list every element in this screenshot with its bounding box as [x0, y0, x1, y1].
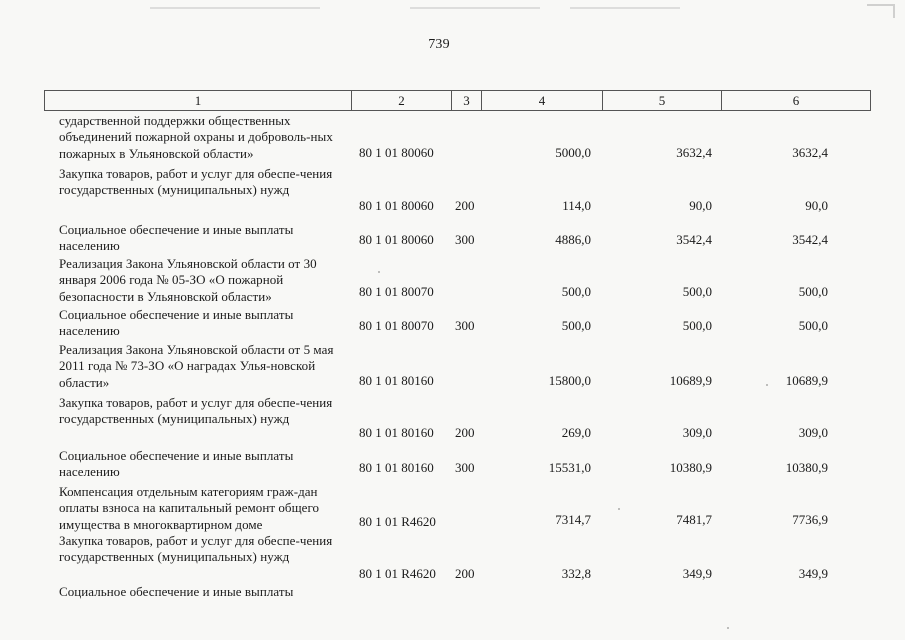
- column-header-6: 6: [722, 91, 871, 111]
- row-value-column-4: 500,0: [561, 318, 591, 333]
- row-value-column-4: 5000,0: [555, 145, 591, 160]
- row-description: Закупка товаров, работ и услуг для обеспе-чения государственных (муниципальных) нужд: [59, 395, 333, 427]
- scan-dust-mark: [618, 508, 620, 510]
- row-type: 200: [455, 425, 475, 440]
- table-header: [44, 90, 871, 111]
- row-value-column-6: 10380,9: [785, 460, 828, 475]
- row-code: 80 1 01 80160: [359, 373, 434, 388]
- row-value-column-5: 90,0: [689, 198, 712, 213]
- row-value-column-4: 500,0: [561, 284, 591, 299]
- row-value-column-6: 349,9: [798, 566, 828, 581]
- column-header-3: 3: [452, 91, 482, 111]
- column-header-5: 5: [603, 91, 722, 111]
- row-value-column-5: 7481,7: [676, 512, 712, 527]
- row-value-column-6: 500,0: [798, 318, 828, 333]
- row-type: 300: [455, 232, 475, 247]
- row-code: 80 1 01 80160: [359, 460, 434, 475]
- row-value-column-4: 332,8: [561, 566, 591, 581]
- row-type: 200: [455, 566, 475, 581]
- row-value-column-5: 10380,9: [669, 460, 712, 475]
- row-type: 300: [455, 460, 475, 475]
- column-header-1: 1: [45, 91, 352, 111]
- row-value-column-6: 10689,9: [785, 373, 828, 388]
- page-number: 739: [428, 37, 450, 52]
- scan-dust-mark: [727, 627, 729, 629]
- row-value-column-4: 4886,0: [555, 232, 591, 247]
- column-header-4: 4: [482, 91, 603, 111]
- scan-dust-mark: [378, 271, 380, 273]
- row-code: 80 1 01 R4620: [359, 566, 436, 581]
- row-value-column-5: 349,9: [682, 566, 712, 581]
- row-description: Социальное обеспечение и иные выплаты населению: [59, 222, 294, 254]
- row-code: 80 1 01 80070: [359, 318, 434, 333]
- scan-noise-line: [410, 7, 540, 9]
- row-value-column-4: 15531,0: [548, 460, 591, 475]
- row-value-column-6: 3542,4: [792, 232, 828, 247]
- row-code: 80 1 01 80070: [359, 284, 434, 299]
- row-description: Реализация Закона Ульяновской области от 30 января 2006 года № 05-ЗО «О пожарной безопасности в Ульяновской области»: [59, 256, 317, 304]
- row-value-column-5: 10689,9: [669, 373, 712, 388]
- row-description: Закупка товаров, работ и услуг для обеспе-чения государственных (муниципальных) нужд: [59, 166, 333, 198]
- scan-edge-mark: [867, 4, 895, 18]
- scan-noise-line: [150, 7, 320, 9]
- row-value-column-4: 15800,0: [548, 373, 591, 388]
- row-type: 300: [455, 318, 475, 333]
- column-header-2: 2: [352, 91, 452, 111]
- row-value-column-5: 500,0: [682, 318, 712, 333]
- row-code: 80 1 01 R4620: [359, 514, 436, 529]
- row-type: 200: [455, 198, 475, 213]
- row-value-column-6: 90,0: [805, 198, 828, 213]
- row-value-column-4: 114,0: [562, 198, 591, 213]
- row-code: 80 1 01 80060: [359, 232, 434, 247]
- header-row: [45, 91, 871, 111]
- row-code: 80 1 01 80060: [359, 198, 434, 213]
- row-description: Социальное обеспечение и иные выплаты населению: [59, 307, 294, 339]
- row-value-column-5: 3632,4: [676, 145, 712, 160]
- row-code: 80 1 01 80160: [359, 425, 434, 440]
- row-description: Компенсация отдельным категориям граж-дан оплаты взноса на капитальный ремонт общего имущества в многоквартирном доме: [59, 484, 320, 532]
- row-description: сударственной поддержки общественных объединений пожарной охраны и доброволь-ных пожарных в Ульяновской области»: [59, 113, 333, 161]
- row-description: Социальное обеспечение и иные выплаты населению: [59, 448, 294, 480]
- row-value-column-4: 269,0: [561, 425, 591, 440]
- row-description: Закупка товаров, работ и услуг для обеспе-чения государственных (муниципальных) нужд: [59, 533, 333, 565]
- row-value-column-6: 500,0: [798, 284, 828, 299]
- row-value-column-6: 309,0: [798, 425, 828, 440]
- scan-dust-mark: [766, 384, 768, 386]
- scan-noise-line: [570, 7, 680, 9]
- row-value-column-5: 500,0: [682, 284, 712, 299]
- row-value-column-4: 7314,7: [555, 512, 591, 527]
- row-code: 80 1 01 80060: [359, 145, 434, 160]
- row-description: Реализация Закона Ульяновской области от 5 мая 2011 года № 73-ЗО «О наградах Улья-новской области»: [59, 342, 334, 390]
- row-value-column-6: 3632,4: [792, 145, 828, 160]
- row-value-column-5: 309,0: [682, 425, 712, 440]
- row-value-column-5: 3542,4: [676, 232, 712, 247]
- row-value-column-6: 7736,9: [792, 512, 828, 527]
- row-description: Социальное обеспечение и иные выплаты: [59, 584, 294, 599]
